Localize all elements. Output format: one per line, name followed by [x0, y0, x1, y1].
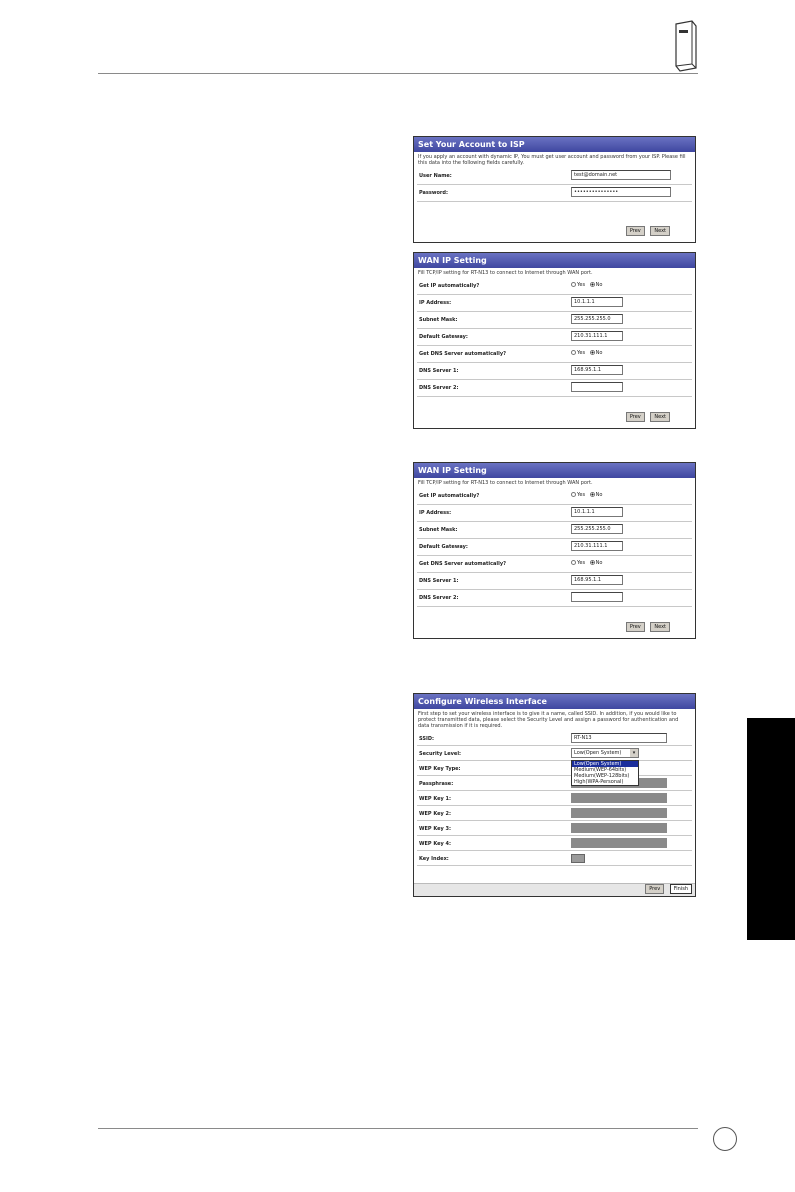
password-input[interactable]: ••••••••••••••• — [571, 187, 671, 197]
wan-ip-panel-1 — [413, 252, 696, 429]
no-radio[interactable] — [590, 282, 595, 287]
dns-auto-label: Get DNS Server automatically? — [419, 561, 506, 567]
footer-rule — [98, 1128, 698, 1129]
ssid-row — [417, 731, 692, 746]
chevron-down-icon[interactable]: ▾ — [630, 749, 638, 757]
get-ip-label: Get IP automatically? — [419, 283, 480, 289]
wan-ip-panel-2 — [413, 462, 696, 639]
ssid-label: SSID: — [419, 736, 434, 742]
gateway-input[interactable]: 210.31.111.1 — [571, 331, 623, 341]
key-index-row — [417, 851, 692, 866]
dropdown-option[interactable]: Medium(WEP-64bits) — [574, 767, 627, 773]
dropdown-option[interactable]: High(WPA-Personal) — [574, 779, 624, 785]
yes-radio[interactable] — [571, 282, 576, 287]
dns1-input[interactable]: 168.95.1.1 — [571, 365, 623, 375]
dns1-row — [417, 363, 692, 380]
mask-row — [417, 522, 692, 539]
mask-input[interactable]: 255.255.255.0 — [571, 314, 623, 324]
wep-key3-input[interactable] — [571, 823, 667, 833]
finish-button[interactable]: Finish — [670, 884, 692, 894]
header-rule — [98, 73, 698, 74]
dns1-input[interactable]: 168.95.1.1 — [571, 575, 623, 585]
prev-button[interactable]: Prev — [645, 884, 664, 894]
wep-key2-input[interactable] — [571, 808, 667, 818]
dns2-row — [417, 590, 692, 607]
panel-title: Set Your Account to ISP — [414, 137, 695, 152]
gateway-row — [417, 329, 692, 346]
yes-label: Yes — [577, 282, 586, 288]
user-name-label: User Name: — [419, 173, 452, 179]
wep-key3-row — [417, 821, 692, 836]
security-dropdown-list — [571, 760, 639, 786]
wep-key2-label: WEP Key 2: — [419, 811, 451, 817]
panel-description: First step to set your wireless interface is to give it a name, called SSID. In addition, if you would like to protect transmitted data, please select the Security Level and assign a password for authentication and data transmission if it is required. — [418, 711, 679, 729]
prev-button[interactable]: Prev — [626, 622, 645, 632]
gateway-label: Default Gateway: — [419, 544, 468, 550]
dns-auto-row — [417, 556, 692, 573]
get-ip-row — [417, 278, 692, 295]
passphrase-row — [417, 776, 692, 791]
mask-row — [417, 312, 692, 329]
gateway-input[interactable]: 210.31.111.1 — [571, 541, 623, 551]
dropdown-option[interactable]: Medium(WEP-128bits) — [574, 773, 630, 779]
button-group — [641, 884, 692, 894]
dropdown-option[interactable]: Low(Open System) — [572, 761, 638, 767]
wep-key4-row — [417, 836, 692, 851]
password-label: Password: — [419, 190, 448, 196]
no-radio[interactable] — [590, 560, 595, 565]
gateway-row — [417, 539, 692, 556]
ip-row — [417, 505, 692, 522]
gateway-label: Default Gateway: — [419, 334, 468, 340]
dns1-label: DNS Server 1: — [419, 368, 459, 374]
dns1-row — [417, 573, 692, 590]
no-label: No — [595, 282, 603, 288]
dns2-label: DNS Server 2: — [419, 385, 459, 391]
user-name-row — [417, 168, 692, 185]
page-number-circle — [713, 1127, 737, 1151]
mask-label: Subnet Mask: — [419, 527, 458, 533]
yes-label: Yes — [577, 560, 586, 566]
isp-account-panel — [413, 136, 696, 243]
user-name-input[interactable]: test@domain.net — [571, 170, 671, 180]
prev-button[interactable]: Prev — [626, 226, 645, 236]
yes-label: Yes — [577, 492, 586, 498]
panel-description: If you apply an account with dynamic IP, You must get user account and password from your ISP. Please fill this data into the following fields carefully. — [418, 154, 686, 166]
button-group — [622, 622, 670, 632]
no-radio[interactable] — [590, 492, 595, 497]
no-label: No — [595, 350, 603, 356]
key-index-select[interactable] — [571, 854, 585, 863]
yes-radio[interactable] — [571, 560, 576, 565]
yes-radio[interactable] — [571, 350, 576, 355]
wep-key2-row — [417, 806, 692, 821]
router-icon — [670, 20, 700, 72]
dns-auto-label: Get DNS Server automatically? — [419, 351, 506, 357]
ip-label: IP Address: — [419, 300, 452, 306]
no-label: No — [595, 560, 603, 566]
wep-key4-input[interactable] — [571, 838, 667, 848]
panel-title: WAN IP Setting — [414, 463, 695, 478]
ip-input[interactable]: 10.1.1.1 — [571, 297, 623, 307]
wep-type-row — [417, 761, 692, 776]
next-button[interactable]: Next — [650, 412, 670, 422]
wep-key3-label: WEP Key 3: — [419, 826, 451, 832]
panel-title: Configure Wireless Interface — [414, 694, 695, 709]
dns2-row — [417, 380, 692, 397]
prev-button[interactable]: Prev — [626, 412, 645, 422]
wep-key4-label: WEP Key 4: — [419, 841, 451, 847]
ip-input[interactable]: 10.1.1.1 — [571, 507, 623, 517]
button-group — [622, 412, 670, 422]
password-row — [417, 185, 692, 202]
security-level-select[interactable] — [571, 748, 639, 758]
side-tab — [747, 718, 795, 940]
panel-description: Fill TCP/IP setting for RT-N13 to connect to Internet through WAN port. — [418, 480, 593, 486]
dns2-input[interactable] — [571, 382, 623, 392]
get-ip-radio-group — [571, 492, 602, 498]
mask-label: Subnet Mask: — [419, 317, 458, 323]
ip-row — [417, 295, 692, 312]
dns-auto-row — [417, 346, 692, 363]
wireless-panel — [413, 693, 696, 897]
wep-key1-label: WEP Key 1: — [419, 796, 451, 802]
no-radio[interactable] — [590, 350, 595, 355]
dns1-label: DNS Server 1: — [419, 578, 459, 584]
yes-radio[interactable] — [571, 492, 576, 497]
next-button[interactable]: Next — [650, 226, 670, 236]
dns-auto-radio-group — [571, 560, 602, 566]
get-ip-row — [417, 488, 692, 505]
dns-auto-radio-group — [571, 350, 602, 356]
wep-type-label: WEP Key Type: — [419, 766, 461, 772]
ssid-input[interactable]: RT-N13 — [571, 733, 667, 743]
button-group — [622, 226, 670, 236]
panel-title: WAN IP Setting — [414, 253, 695, 268]
wep-key1-row — [417, 791, 692, 806]
get-ip-label: Get IP automatically? — [419, 493, 480, 499]
dns2-label: DNS Server 2: — [419, 595, 459, 601]
get-ip-radio-group — [571, 282, 602, 288]
yes-label: Yes — [577, 350, 586, 356]
wep-key1-input[interactable] — [571, 793, 667, 803]
security-selected-value: Low(Open System) — [574, 750, 622, 756]
mask-input[interactable]: 255.255.255.0 — [571, 524, 623, 534]
key-index-label: Key Index: — [419, 856, 449, 862]
no-label: No — [595, 492, 603, 498]
ip-label: IP Address: — [419, 510, 452, 516]
dns2-input[interactable] — [571, 592, 623, 602]
panel-description: Fill TCP/IP setting for RT-N13 to connect to Internet through WAN port. — [418, 270, 593, 276]
security-label: Security Level: — [419, 751, 462, 757]
next-button[interactable]: Next — [650, 622, 670, 632]
passphrase-label: Passphrase: — [419, 781, 454, 787]
